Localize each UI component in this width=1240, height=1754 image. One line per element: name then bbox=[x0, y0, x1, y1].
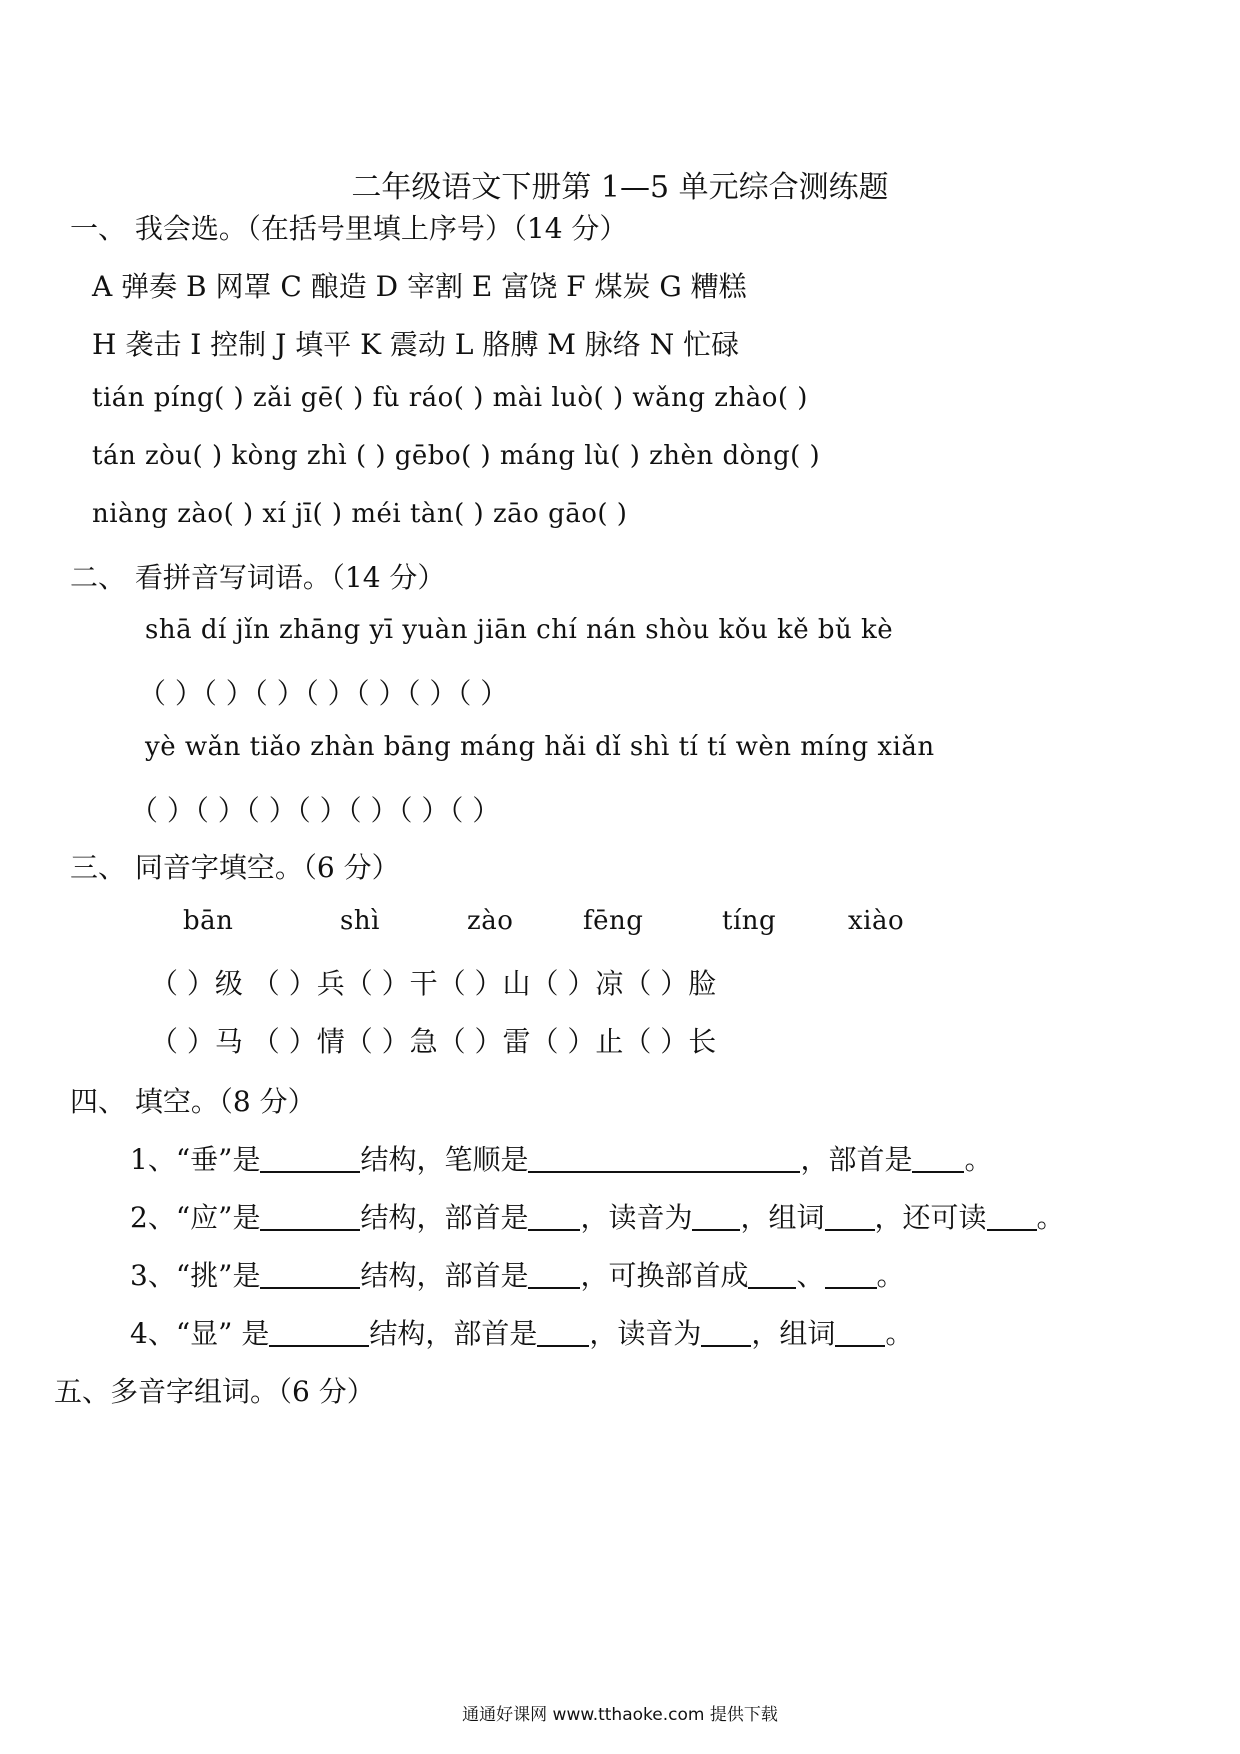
s2-pinyin-row-2: yè wǎn tiǎo zhàn bāng máng hǎi dǐ shì tí tí wèn míng xiǎn bbox=[145, 732, 935, 762]
q4-text-d: ，组词 bbox=[751, 1317, 836, 1350]
q3-text-d: 、 bbox=[796, 1259, 825, 1292]
s3-pinyin-4: fēng bbox=[583, 906, 644, 936]
q4-blank-pronunciation[interactable] bbox=[701, 1317, 751, 1347]
q2-text-e: ，还可读 bbox=[874, 1201, 987, 1234]
section-3-heading: 三、 同音字填空。（6 分） bbox=[70, 851, 400, 884]
q3-blank-new-char-1[interactable] bbox=[748, 1259, 796, 1289]
s1-pinyin-row-2: tán zòu( ) kòng zhì ( ) gēbo( ) máng lù( ) zhèn dòng( ) bbox=[92, 441, 821, 471]
s1-options-row-1: A 弹奏 B 网罩 C 酿造 D 宰割 E 富饶 F 煤炭 G 糟糕 bbox=[92, 270, 747, 303]
q2-text-b: 结构，部首是 bbox=[360, 1201, 529, 1234]
s1-pinyin-row-3: niàng zào( ) xí jī( ) méi tàn( ) zāo gāo( ) bbox=[92, 499, 628, 529]
q1-text-a: 1、“垂”是 bbox=[130, 1143, 261, 1176]
section-1-heading: 一、 我会选。（在括号里填上序号）（14 分） bbox=[70, 212, 628, 245]
q1-blank-stroke-order[interactable] bbox=[528, 1143, 800, 1173]
s3-pinyin-1: bān bbox=[183, 906, 234, 936]
s4-question-2 bbox=[130, 1196, 1065, 1236]
section-2-heading: 二、 看拼音写词语。（14 分） bbox=[70, 561, 446, 594]
q3-text-e: 。 bbox=[876, 1259, 905, 1292]
s1-pinyin-row-1: tián píng( ) zǎi gē( ) fù ráo( ) mài luò( ) wǎng zhào( ) bbox=[92, 383, 808, 413]
page-title: 二年级语文下册第 1—5 单元综合测练题 bbox=[351, 170, 889, 205]
q3-text-a: 3、“挑”是 bbox=[130, 1259, 261, 1292]
s3-pinyin-3: zào bbox=[467, 906, 514, 936]
footer-credit: 通通好课网 www.tthaoke.com 提供下载 bbox=[462, 1705, 778, 1725]
s2-answer-row-2: （ ）（ ）（ ）（ ）（ ）（ ）（ ） bbox=[130, 794, 501, 827]
s3-pinyin-6: xiào bbox=[848, 906, 905, 936]
q4-blank-structure[interactable] bbox=[269, 1317, 369, 1347]
q2-blank-structure[interactable] bbox=[260, 1201, 360, 1231]
q2-text-c: ，读音为 bbox=[580, 1201, 693, 1234]
s2-pinyin-row-1: shā dí jǐn zhāng yī yuàn jiān chí nán shòu kǒu kě bǔ kè bbox=[145, 615, 894, 645]
q3-text-c: ，可换部首成 bbox=[580, 1259, 749, 1292]
q3-text-b: 结构，部首是 bbox=[360, 1259, 529, 1292]
q2-text-d: ，组词 bbox=[740, 1201, 825, 1234]
s3-row-2: （ ）马 （ ）情（ ）急（ ）雷（ ）止（ ）长 bbox=[150, 1025, 717, 1058]
q2-blank-alt-reading[interactable] bbox=[987, 1201, 1037, 1231]
q2-text-a: 2、“应”是 bbox=[130, 1201, 261, 1234]
s4-question-1 bbox=[130, 1138, 993, 1178]
q2-blank-pronunciation[interactable] bbox=[692, 1201, 740, 1231]
s4-question-4 bbox=[130, 1312, 913, 1352]
q2-text-f: 。 bbox=[1036, 1201, 1065, 1234]
s3-row-1: （ ）级 （ ）兵（ ）干（ ）山（ ）凉（ ）脸 bbox=[150, 967, 717, 1000]
q1-blank-radical[interactable] bbox=[912, 1143, 964, 1173]
q4-text-e: 。 bbox=[885, 1317, 914, 1350]
q4-text-a: 4、“显” 是 bbox=[130, 1317, 270, 1350]
q1-text-c: ，部首是 bbox=[800, 1143, 913, 1176]
s2-answer-row-1: （ ）（ ）（ ）（ ）（ ）（ ）（ ） bbox=[138, 677, 509, 710]
q3-blank-radical[interactable] bbox=[528, 1259, 580, 1289]
s4-question-3 bbox=[130, 1254, 905, 1294]
q2-blank-radical[interactable] bbox=[528, 1201, 580, 1231]
q4-blank-radical[interactable] bbox=[537, 1317, 589, 1347]
q1-text-d: 。 bbox=[964, 1143, 993, 1176]
s3-pinyin-2: shì bbox=[340, 906, 380, 936]
section-5-heading: 五、多音字组词。（6 分） bbox=[54, 1375, 375, 1408]
s1-options-row-2: H 袭击 I 控制 J 填平 K 震动 L 胳膊 M 脉络 N 忙碌 bbox=[92, 328, 740, 361]
section-4-heading: 四、 填空。（8 分） bbox=[70, 1085, 316, 1118]
q1-text-b: 结构，笔顺是 bbox=[360, 1143, 529, 1176]
q4-blank-word[interactable] bbox=[835, 1317, 885, 1347]
q4-text-b: 结构，部首是 bbox=[369, 1317, 538, 1350]
q3-blank-new-char-2[interactable] bbox=[825, 1259, 877, 1289]
s3-pinyin-5: tíng bbox=[722, 906, 777, 936]
q1-blank-structure[interactable] bbox=[260, 1143, 360, 1173]
q3-blank-structure[interactable] bbox=[260, 1259, 360, 1289]
q4-text-c: ，读音为 bbox=[589, 1317, 702, 1350]
q2-blank-word[interactable] bbox=[825, 1201, 875, 1231]
